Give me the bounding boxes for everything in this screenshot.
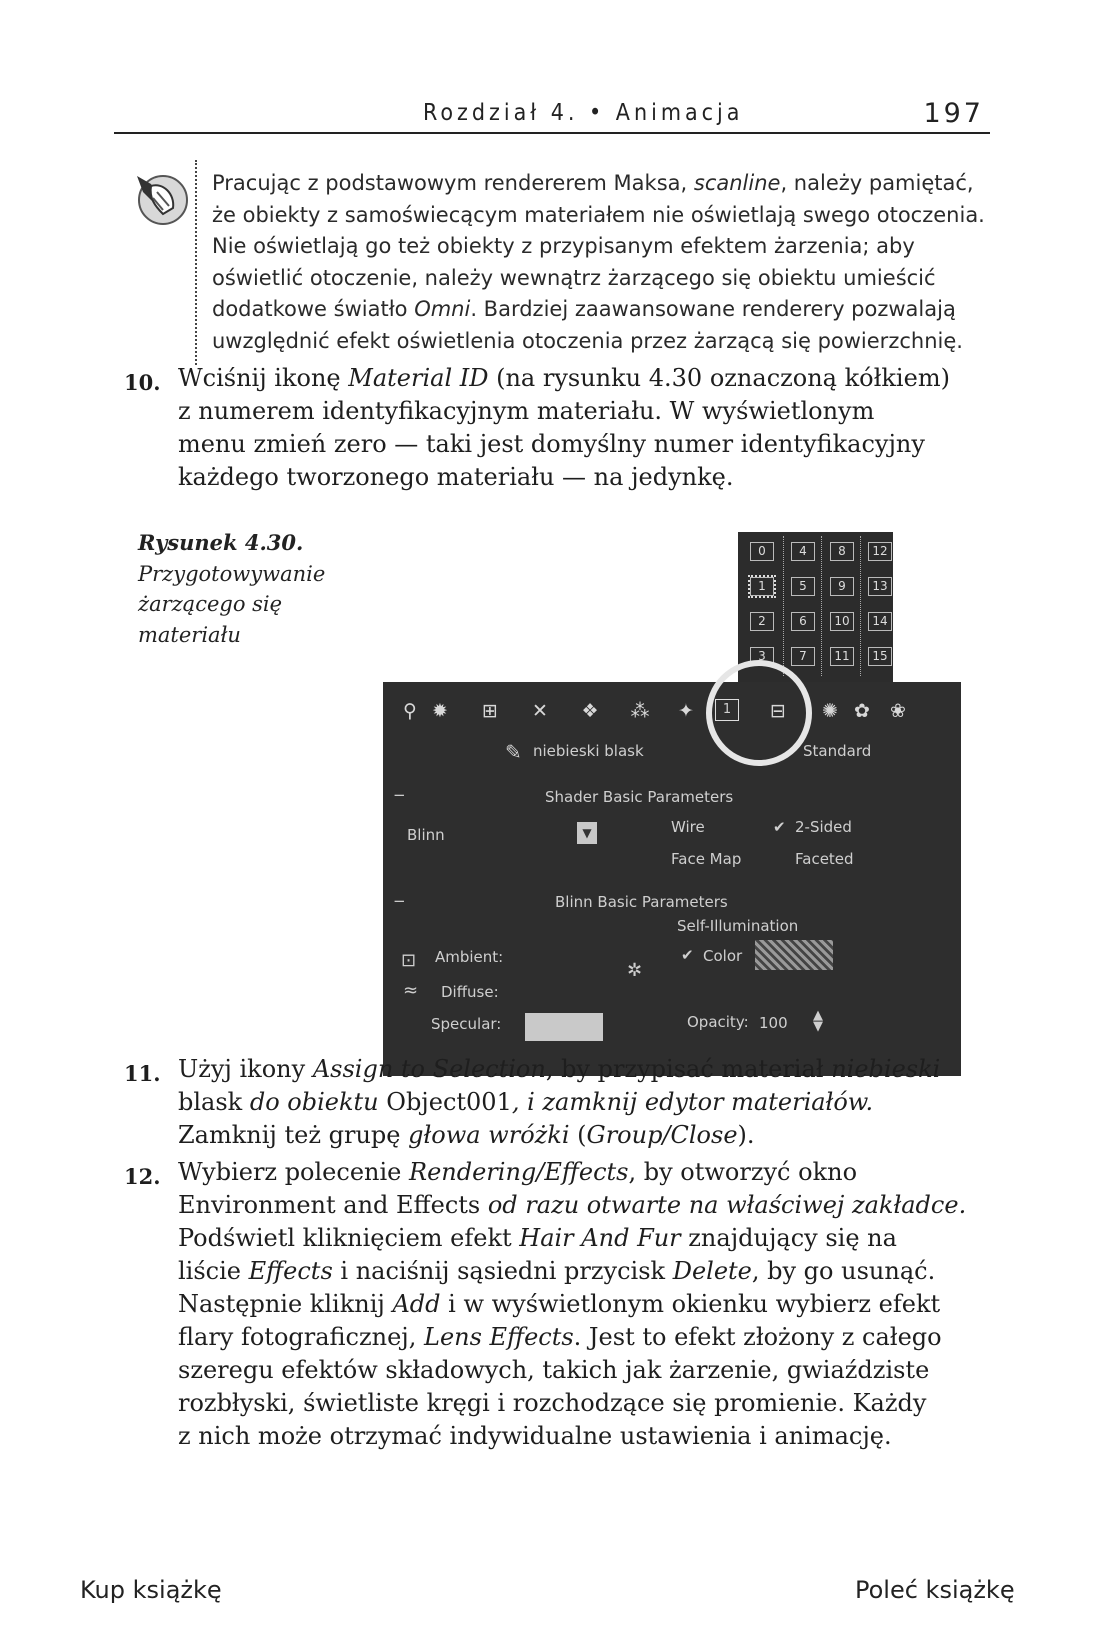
chapter-title: Rozdział 4. • Animacja bbox=[423, 100, 744, 126]
text-segment: Wybierz polecenie bbox=[178, 1158, 409, 1186]
emphasis-text: scanline bbox=[693, 171, 781, 195]
material-id-option[interactable]: 1 bbox=[750, 577, 774, 596]
text-segment: Następnie kliknij bbox=[178, 1290, 393, 1318]
emphasis-text: Rendering/Effects bbox=[409, 1158, 629, 1186]
material-id-option[interactable]: 14 bbox=[868, 612, 892, 631]
step-number: 12. bbox=[124, 1164, 161, 1189]
caption-title: Rysunek 4.30. bbox=[138, 530, 304, 555]
specular-color-swatch[interactable] bbox=[525, 1013, 603, 1041]
material-id-option[interactable]: 11 bbox=[830, 647, 854, 666]
text-line bbox=[212, 231, 1002, 263]
opacity-label: Opacity: bbox=[687, 1013, 749, 1031]
material-editor-screenshot bbox=[383, 532, 961, 1076]
text-segment: rozbłyski, świetliste kręgi i rozchodzące się promienie. Każdy bbox=[178, 1389, 927, 1417]
make-unique-icon[interactable]: ⁂ bbox=[630, 700, 650, 722]
put-to-library-icon[interactable]: ✦ bbox=[678, 700, 694, 722]
buy-book-link[interactable]: Kup książkę bbox=[80, 1576, 222, 1604]
text-line bbox=[178, 1321, 1004, 1354]
text-segment: ). bbox=[737, 1121, 755, 1149]
text-segment: , należy pamiętać, bbox=[780, 171, 974, 195]
text-line bbox=[178, 1189, 1004, 1222]
emphasis-text: Delete bbox=[672, 1257, 752, 1285]
text-segment: liście bbox=[178, 1257, 249, 1285]
text-line bbox=[178, 1086, 1004, 1119]
text-segment: i naciśnij sąsiedni przycisk bbox=[332, 1257, 673, 1285]
text-segment: menu zmień zero — taki jest domyślny numer identyfikacyjny bbox=[178, 430, 925, 458]
text-line bbox=[178, 461, 1004, 494]
text-line bbox=[178, 1156, 1004, 1189]
emphasis-text: Group/Close bbox=[586, 1121, 738, 1149]
color-check-icon[interactable]: ✔ bbox=[681, 946, 694, 964]
collapse-icon[interactable]: − bbox=[393, 786, 406, 804]
tip-note bbox=[122, 160, 992, 365]
step-text bbox=[178, 1053, 1004, 1152]
text-line bbox=[212, 168, 1002, 200]
material-id-option[interactable]: 10 bbox=[830, 612, 854, 631]
text-line bbox=[178, 1387, 1004, 1420]
text-line bbox=[178, 1119, 1004, 1152]
get-material-icon[interactable]: ⚲ bbox=[403, 700, 417, 722]
material-id-option[interactable]: 8 bbox=[830, 542, 854, 561]
text-line bbox=[178, 428, 1004, 461]
opacity-spinner-icon[interactable]: ▲ ▼ bbox=[813, 1008, 823, 1034]
self-illumination-label: Self-Illumination bbox=[677, 917, 799, 935]
wire-checkbox[interactable]: Wire bbox=[671, 818, 705, 836]
collapse-icon[interactable]: − bbox=[393, 892, 406, 910]
two-sided-checkbox[interactable]: 2-Sided bbox=[795, 818, 852, 836]
tip-icon bbox=[129, 168, 189, 228]
text-segment: , by otworzyć okno bbox=[628, 1158, 858, 1186]
emphasis-text: Assign to Selection bbox=[312, 1055, 546, 1083]
text-segment: szeregu efektów składowych, takich jak żarzenie, gwiaździste bbox=[178, 1356, 930, 1384]
eyedropper-icon[interactable]: ✎ bbox=[505, 740, 522, 764]
diffuse-label: Diffuse: bbox=[441, 983, 499, 1001]
grid-divider bbox=[821, 536, 822, 676]
page-number: 197 bbox=[923, 98, 984, 129]
shader-rollout-title[interactable]: Shader Basic Parameters bbox=[545, 788, 734, 806]
text-line bbox=[212, 200, 1002, 232]
faceted-checkbox[interactable]: Faceted bbox=[795, 850, 854, 868]
text-line bbox=[178, 1255, 1004, 1288]
text-segment: ( bbox=[569, 1121, 587, 1149]
map-button-icon[interactable]: ✲ bbox=[627, 960, 643, 981]
grid-divider bbox=[783, 536, 784, 676]
grid-divider bbox=[860, 536, 861, 676]
self-illum-color-swatch[interactable] bbox=[755, 940, 833, 970]
material-id-option[interactable]: 2 bbox=[750, 612, 774, 631]
text-line bbox=[178, 1354, 1004, 1387]
text-segment: z numerem identyfikacyjnym materiału. W wyświetlonym bbox=[178, 397, 875, 425]
text-segment: że obiekty z samoświecącym materiałem nie oświetlają swego otoczenia. bbox=[212, 202, 985, 227]
text-segment: Environment and Effects bbox=[178, 1191, 481, 1219]
page-header bbox=[114, 96, 990, 134]
make-copy-icon[interactable]: ❖ bbox=[581, 700, 599, 722]
text-line bbox=[178, 1288, 1004, 1321]
highlight-circle bbox=[706, 660, 812, 766]
note-text bbox=[212, 168, 1002, 357]
caption-text: żarzącego się bbox=[138, 592, 283, 616]
text-segment: i w wyświetlonym okienku wybierz efekt bbox=[440, 1290, 941, 1318]
emphasis-text: Omni bbox=[414, 297, 471, 321]
material-id-button[interactable]: 1 bbox=[715, 699, 739, 721]
text-segment: flary fotograficznej, bbox=[178, 1323, 424, 1351]
text-segment: każdego tworzonego materiału — na jedynkę. bbox=[178, 463, 734, 491]
step-text bbox=[178, 1156, 1004, 1453]
show-end-result-icon[interactable]: ✺ bbox=[822, 700, 838, 722]
put-to-scene-icon[interactable]: ✹ bbox=[432, 700, 448, 722]
material-id-option[interactable]: 15 bbox=[868, 647, 892, 666]
note-divider bbox=[195, 160, 197, 365]
go-forward-icon[interactable]: ❀ bbox=[890, 700, 906, 722]
color-checkbox[interactable]: Color bbox=[703, 947, 743, 965]
two-sided-check-icon[interactable]: ✔ bbox=[773, 818, 786, 836]
shader-type: Blinn bbox=[407, 826, 445, 844]
ambient-label: Ambient: bbox=[435, 948, 504, 966]
material-id-option[interactable]: 7 bbox=[791, 647, 815, 666]
text-line bbox=[212, 294, 1002, 326]
text-line bbox=[178, 395, 1004, 428]
caption-text: materiału bbox=[138, 622, 241, 647]
emphasis-text: Lens Effects bbox=[424, 1323, 574, 1351]
material-name[interactable]: niebieski blask bbox=[533, 742, 644, 760]
text-segment: Pracując z podstawowym rendererem Maksa, bbox=[212, 171, 694, 195]
shader-dropdown-icon[interactable]: ▼ bbox=[577, 822, 597, 844]
text-segment: Nie oświetlają go też obiekty z przypisanym efektem żarzenia; aby bbox=[212, 234, 915, 258]
text-segment: Object001 bbox=[386, 1088, 512, 1116]
material-panel bbox=[383, 682, 961, 1076]
text-segment: blask bbox=[178, 1088, 243, 1116]
emphasis-text: do obiektu bbox=[242, 1088, 387, 1116]
material-id-option[interactable]: 6 bbox=[791, 612, 815, 631]
emphasis-text: , i zamknij edytor materiałów. bbox=[511, 1088, 874, 1116]
step-number: 10. bbox=[124, 370, 161, 395]
reset-map-icon[interactable]: ✕ bbox=[532, 700, 548, 722]
recommend-book-link[interactable]: Poleć książkę bbox=[855, 1576, 1015, 1604]
text-line bbox=[178, 1053, 1004, 1086]
material-id-option[interactable]: 9 bbox=[830, 577, 854, 596]
face-map-checkbox[interactable]: Face Map bbox=[671, 850, 742, 868]
emphasis-text: głowa wróżki bbox=[408, 1121, 570, 1149]
show-map-icon[interactable]: ⊟ bbox=[770, 700, 786, 722]
text-segment: (na rysunku 4.30 oznaczoną kółkiem) bbox=[488, 364, 950, 392]
text-segment: dodatkowe światło bbox=[212, 297, 415, 321]
text-segment: z nich może otrzymać indywidualne ustawienia i animację. bbox=[178, 1422, 892, 1450]
step-number: 11. bbox=[124, 1061, 161, 1086]
text-line bbox=[178, 1222, 1004, 1255]
text-line bbox=[212, 263, 1002, 295]
text-segment: . Bardziej zaawansowane renderery pozwalają bbox=[470, 297, 956, 321]
caption-text: Przygotowywanie bbox=[138, 561, 326, 586]
emphasis-text: od razu otwarte na właściwej zakładce. bbox=[480, 1191, 967, 1219]
text-segment: Wciśnij ikonę bbox=[178, 364, 349, 392]
text-line bbox=[212, 326, 1002, 358]
text-segment: , by go usunąć. bbox=[751, 1257, 936, 1285]
material-id-option[interactable]: 0 bbox=[750, 542, 774, 561]
figure-caption bbox=[138, 528, 368, 650]
material-id-option[interactable]: 3 bbox=[750, 647, 774, 666]
opacity-value[interactable]: 100 bbox=[759, 1014, 788, 1032]
text-segment: , by przypisać materiał bbox=[545, 1055, 832, 1083]
text-segment: Zamknij też grupę bbox=[178, 1121, 409, 1149]
text-segment: . Jest to efekt złożony z całego bbox=[573, 1323, 942, 1351]
material-id-option[interactable]: 4 bbox=[791, 542, 815, 561]
text-segment: uwzględnić efekt oświetlenia otoczenia przez żarzącą się powierzchnię. bbox=[212, 328, 963, 353]
blinn-rollout-title[interactable]: Blinn Basic Parameters bbox=[555, 893, 728, 911]
material-type-button[interactable]: Standard bbox=[803, 742, 872, 760]
material-id-option[interactable]: 5 bbox=[791, 577, 815, 596]
link-icon[interactable]: ≈ bbox=[403, 980, 419, 1001]
material-id-option[interactable]: 12 bbox=[868, 542, 892, 561]
emphasis-text: Effects bbox=[248, 1257, 333, 1285]
text-segment: Podświetl kliknięciem efekt bbox=[178, 1224, 520, 1252]
text-segment: Użyj ikony bbox=[178, 1055, 313, 1083]
emphasis-text: niebieski bbox=[831, 1055, 941, 1083]
go-to-parent-icon[interactable]: ✿ bbox=[854, 700, 870, 722]
step-text bbox=[178, 362, 1004, 494]
specular-label: Specular: bbox=[431, 1015, 502, 1033]
text-line bbox=[178, 1420, 1004, 1453]
lock-icon[interactable]: ⊡ bbox=[401, 950, 417, 971]
emphasis-text: Material ID bbox=[348, 364, 489, 392]
emphasis-text: Add bbox=[392, 1290, 441, 1318]
text-segment: znajdujący się na bbox=[680, 1224, 897, 1252]
text-segment: oświetlić otoczenie, należy wewnątrz żarzącego się obiektu umieścić bbox=[212, 265, 936, 290]
material-id-option[interactable]: 13 bbox=[868, 577, 892, 596]
emphasis-text: Hair And Fur bbox=[519, 1224, 681, 1252]
text-line bbox=[178, 362, 1004, 395]
assign-to-selection-icon[interactable]: ⊞ bbox=[482, 700, 498, 722]
